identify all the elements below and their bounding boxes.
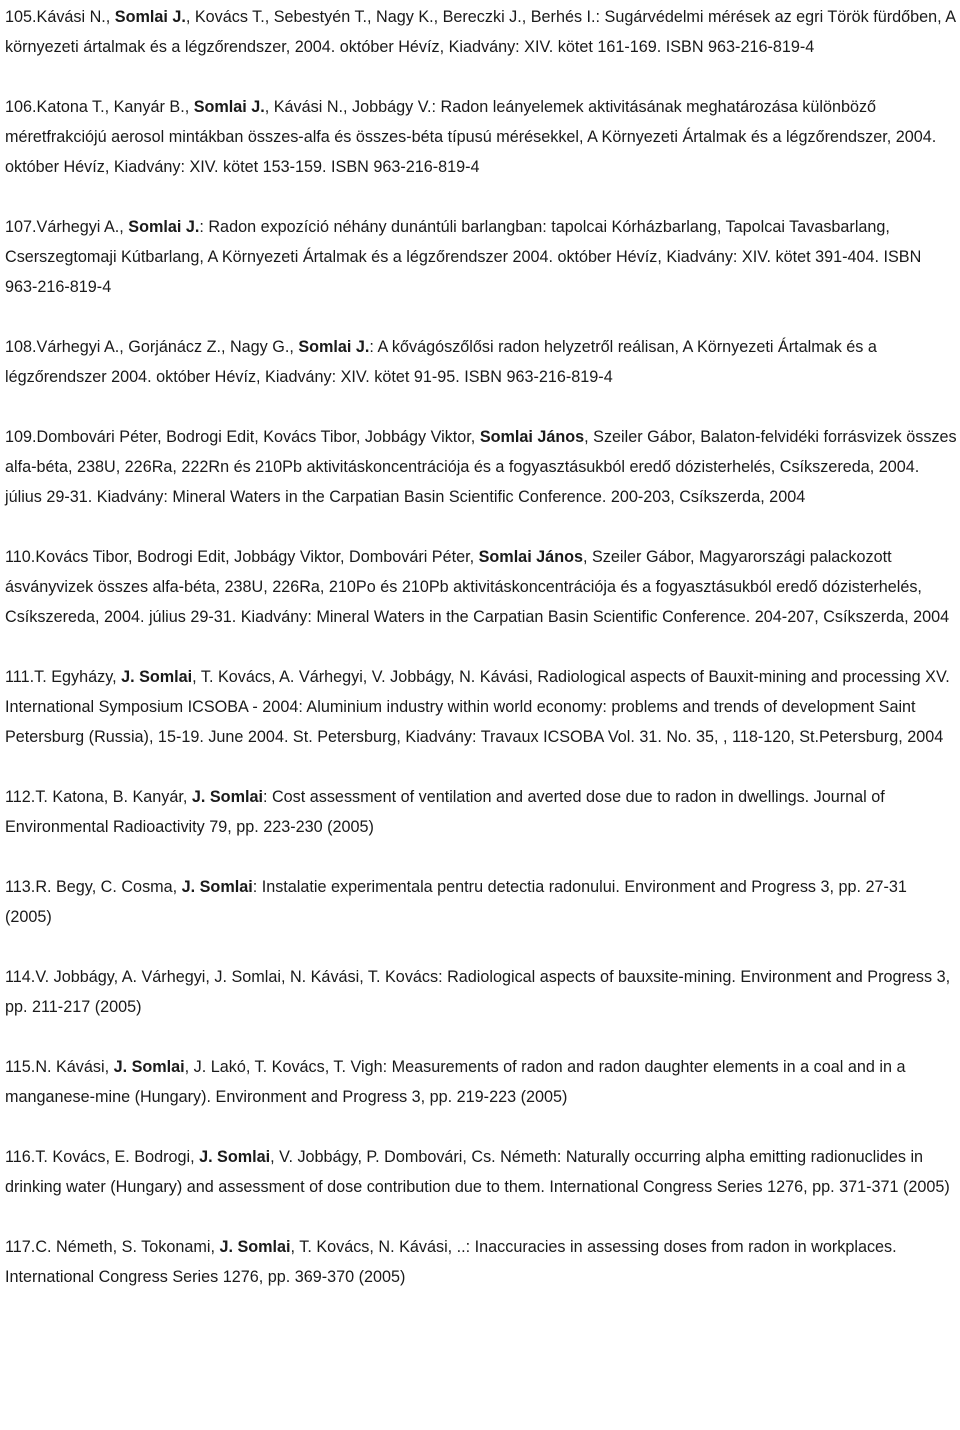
entry-text <box>5 872 957 932</box>
highlighted-author: Somlai J. <box>298 338 370 356</box>
entry-number: 114. <box>5 968 36 986</box>
publication-list <box>5 0 957 1292</box>
publication-entry-112 <box>5 782 957 842</box>
publication-entry-111 <box>5 662 957 752</box>
entry-citation: , T. Kovács, A. Várhegyi, V. Jobbágy, N. Kávási, Radiological aspects of Bauxit-mining and processing XV. International Symposium ICSOBA - 2004: Aluminium industry within world economy: problems and trends of development Saint Petersburg (Russia), 15-19. June 2004. St. Petersburg, Kiadvány: Travaux ICSOBA Vol. 31. No. 35, , 118-120, St.Petersburg, 2004 <box>5 668 950 746</box>
highlighted-author: J. Somlai <box>199 1148 271 1166</box>
entry-authors: T. Kovács, E. Bodrogi, <box>35 1148 200 1166</box>
entry-number: 108. <box>5 338 37 356</box>
entry-number: 115. <box>5 1058 36 1076</box>
entry-number: 113. <box>5 878 36 896</box>
publication-entry-107 <box>5 212 957 302</box>
entry-number: 111. <box>5 668 35 686</box>
entry-number: 110. <box>5 548 36 566</box>
entry-citation: , Kávási N., Jobbágy V.: Radon leányelemek aktivitásának meghatározása különböző méretfrakciójú aerosol mintákban összes-alfa és összes-béta típusú mérésekkel, A Környezeti Ártalmak és a légzőrendszer, 2004. október Hévíz, Kiadvány: XIV. kötet 153-159. ISBN 963-216-819-4 <box>5 98 937 176</box>
highlighted-author: Somlai J. <box>114 8 186 26</box>
entry-citation: , Kovács T., Sebestyén T., Nagy K., Bereczki J., Berhés I.: Sugárvédelmi mérések az egri Török fürdőben, A környezeti ártalmak és a légzőrendszer, 2004. október Hévíz, Kiadvány: XIV. kötet 161-169. ISBN 963-216-819-4 <box>5 8 956 56</box>
entry-number: 107. <box>5 218 37 236</box>
entry-authors: C. Németh, S. Tokonami, <box>35 1238 220 1256</box>
entry-text <box>5 212 957 302</box>
entry-number: 105. <box>5 8 37 26</box>
entry-text <box>5 962 957 1022</box>
highlighted-author: J. Somlai <box>181 878 253 896</box>
entry-text <box>5 662 957 752</box>
highlighted-author: Somlai J. <box>193 98 265 116</box>
entry-authors: R. Begy, C. Cosma, <box>35 878 182 896</box>
highlighted-author: Somlai János <box>478 548 583 566</box>
highlighted-author: J. Somlai <box>113 1058 185 1076</box>
entry-text <box>5 1232 957 1292</box>
highlighted-author: J. Somlai <box>191 788 263 806</box>
entry-citation: , T. Kovács, N. Kávási, ..: Inaccuracies in assessing doses from radon in workplaces. International Congress Series 1276, pp. 369-370 (2005) <box>5 1238 897 1286</box>
entry-number: 117. <box>5 1238 36 1256</box>
entry-text <box>5 542 957 632</box>
entry-citation: : Instalatie experimentala pentru detectia radonului. Environment and Progress 3, pp. 27-31 (2005) <box>5 878 907 926</box>
entry-citation: , Szeiler Gábor, Magyarországi palackozott ásványvizek összes alfa-béta, 238U, 226Ra, 210Po és 210Pb aktivitáskoncentrációja és a fogyasztásukból eredő dózisterhelés, Csíkszereda, 2004. július 29-31. Kiadvány: Mineral Waters in the Carpatian Basin Scientific Conference. 204-207, Csíkszerda, 2004 <box>5 548 950 626</box>
entry-text <box>5 332 957 392</box>
entry-citation: , V. Jobbágy, P. Dombovári, Cs. Németh: Naturally occurring alpha emitting radionuclides in drinking water (Hungary) and assessment of dose contribution due to them. International Congress Series 1276, pp. 371-371 (2005) <box>5 1148 950 1196</box>
entry-citation: , J. Lakó, T. Kovács, T. Vigh: Measurements of radon and radon daughter elements in a coal and in a manganese-mine (Hungary). Environment and Progress 3, pp. 219-223 (2005) <box>5 1058 906 1106</box>
entry-authors: T. Egyházy, <box>34 668 122 686</box>
entry-text <box>5 782 957 842</box>
publication-entry-108 <box>5 332 957 392</box>
publication-entry-109 <box>5 422 957 512</box>
entry-authors: Várhegyi A., Gorjánácz Z., Nagy G., <box>36 338 299 356</box>
entry-authors: Kávási N., <box>36 8 115 26</box>
publication-entry-110 <box>5 542 957 632</box>
entry-authors: Katona T., Kanyár B., <box>36 98 194 116</box>
highlighted-author: Somlai János <box>479 428 585 446</box>
publication-entry-113 <box>5 872 957 932</box>
entry-number: 116. <box>5 1148 36 1166</box>
entry-authors: T. Katona, B. Kanyár, <box>35 788 192 806</box>
publication-entry-116 <box>5 1142 957 1202</box>
highlighted-author: J. Somlai <box>121 668 193 686</box>
publication-entry-105 <box>5 2 957 62</box>
publication-entry-117 <box>5 1232 957 1292</box>
entry-citation: : A kővágószőlősi radon helyzetről reálisan, A Környezeti Ártalmak és a légzőrendszer 2004. október Hévíz, Kiadvány: XIV. kötet 91-95. ISBN 963-216-819-4 <box>5 338 877 386</box>
entry-authors: Kovács Tibor, Bodrogi Edit, Jobbágy Viktor, Dombovári Péter, <box>35 548 479 566</box>
entry-citation: : Radon expozíció néhány dunántúli barlangban: tapolcai Kórházbarlang, Tapolcai Tavasbarlang, Cserszegtomaji Kútbarlang, A Környezeti Ártalmak és a légzőrendszer 2004. október Hévíz, Kiadvány: XIV. kötet 391-404. ISBN 963-216-819-4 <box>5 218 922 296</box>
entry-authors: N. Kávási, <box>35 1058 114 1076</box>
entry-text <box>5 1142 957 1202</box>
entry-text <box>5 422 957 512</box>
entry-text <box>5 92 957 182</box>
entry-text <box>5 1052 957 1112</box>
entry-number: 112. <box>5 788 36 806</box>
entry-citation: : Cost assessment of ventilation and averted dose due to radon in dwellings. Journal of Environmental Radioactivity 79, pp. 223-230 (2005) <box>5 788 885 836</box>
entry-authors: Dombovári Péter, Bodrogi Edit, Kovács Tibor, Jobbágy Viktor, <box>36 428 480 446</box>
entry-citation: V. Jobbágy, A. Várhegyi, J. Somlai, N. Kávási, T. Kovács: Radiological aspects of bauxsite-mining. Environment and Progress 3, pp. 211-217 (2005) <box>5 968 951 1016</box>
entry-number: 106. <box>5 98 37 116</box>
entry-authors: Várhegyi A., <box>36 218 129 236</box>
publication-entry-114 <box>5 962 957 1022</box>
entry-number: 109. <box>5 428 37 446</box>
publication-entry-106 <box>5 92 957 182</box>
highlighted-author: J. Somlai <box>219 1238 291 1256</box>
publication-entry-115 <box>5 1052 957 1112</box>
highlighted-author: Somlai J. <box>128 218 200 236</box>
entry-text <box>5 2 957 62</box>
entry-citation: , Szeiler Gábor, Balaton-felvidéki forrásvizek összes alfa-béta, 238U, 226Ra, 222Rn és 210Pb aktivitáskoncentrációja és a fogyasztásukból eredő dózisterhelés, Csíkszereda, 2004. július 29-31. Kiadvány: Mineral Waters in the Carpatian Basin Scientific Conference. 200-203, Csíkszerda, 2004 <box>5 428 957 506</box>
